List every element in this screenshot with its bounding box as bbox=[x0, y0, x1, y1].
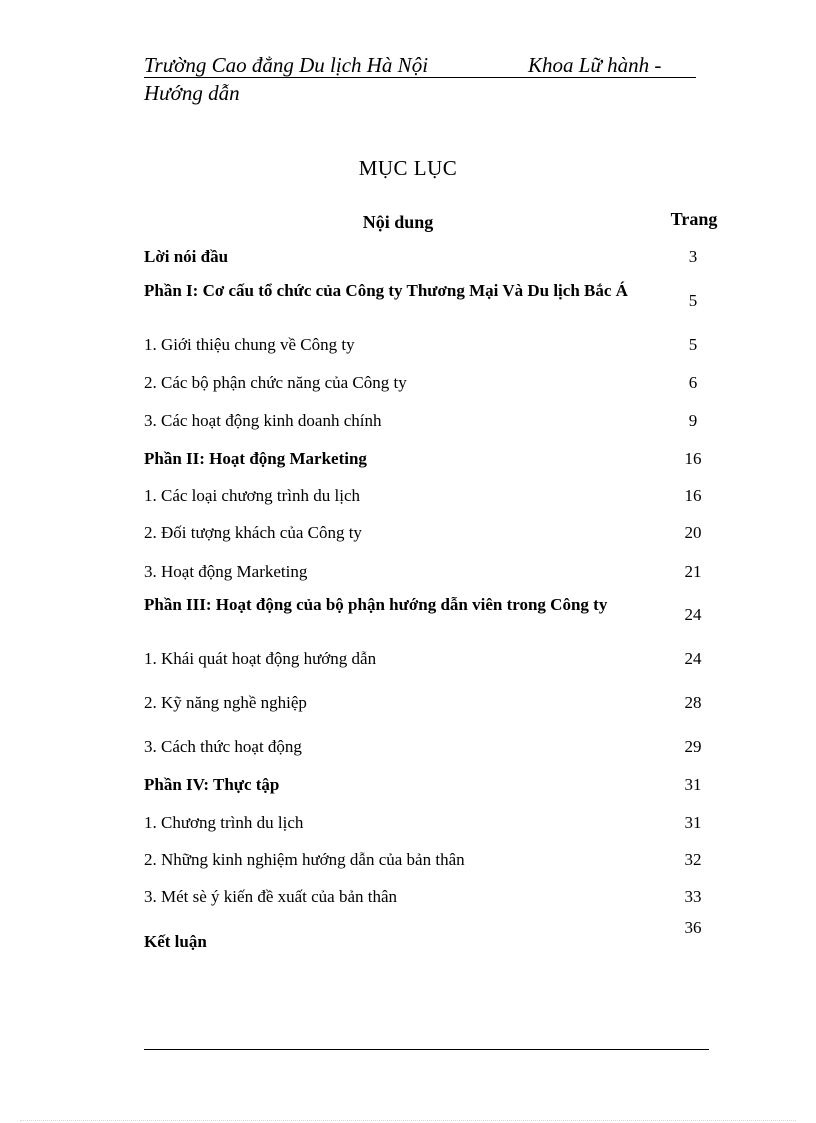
toc-entry-title: Phần III: Hoạt động của bộ phận hướng dẫn viên trong Công ty bbox=[144, 595, 608, 614]
toc-entry-page: 32 bbox=[684, 850, 702, 869]
toc-title: MỤC LỤC bbox=[358, 156, 458, 180]
toc-entry-page: 24 bbox=[684, 605, 702, 624]
toc-entry-title: 1. Khái quát hoạt động hướng dẫn bbox=[144, 649, 377, 668]
toc-entry-page: 24 bbox=[684, 649, 702, 668]
toc-entry-page: 31 bbox=[684, 775, 702, 794]
header-department-name: Hướng dẫn bbox=[144, 81, 240, 105]
toc-entry-page: 20 bbox=[684, 523, 702, 542]
toc-column-page-header: Trang bbox=[670, 209, 718, 229]
toc-entry-title: 2. Các bộ phận chức năng của Công ty bbox=[144, 373, 407, 392]
page-bottom-edge bbox=[20, 1120, 796, 1121]
toc-entry-title: Phần IV: Thực tập bbox=[144, 775, 280, 794]
toc-entry-title: 3. Cách thức hoạt động bbox=[144, 737, 302, 756]
toc-entry-title: 2. Những kinh nghiệm hướng dẫn của bản thân bbox=[144, 850, 465, 869]
header-school-name: Trường Cao đẳng Du lịch Hà Nội bbox=[144, 53, 429, 77]
table-of-contents bbox=[144, 0, 724, 1000]
toc-entry-page: 6 bbox=[688, 373, 698, 392]
toc-entry-page: 5 bbox=[688, 335, 698, 354]
toc-entry-page: 5 bbox=[688, 291, 698, 310]
toc-entry-page: 31 bbox=[684, 813, 702, 832]
toc-entry-page: 36 bbox=[684, 918, 702, 937]
footer-divider bbox=[144, 1049, 709, 1050]
toc-entry-page: 16 bbox=[684, 449, 702, 468]
toc-entry-title: Kết luận bbox=[144, 932, 207, 951]
toc-entry-page: 21 bbox=[684, 562, 702, 581]
toc-entry-page: 9 bbox=[688, 411, 698, 430]
toc-entry-title: 1. Chương trình du lịch bbox=[144, 813, 304, 832]
toc-column-content-header: Nội dung bbox=[362, 212, 434, 232]
toc-entry-page: 29 bbox=[684, 737, 702, 756]
toc-entry-page: 33 bbox=[684, 887, 702, 906]
toc-entry-title: Phần II: Hoạt động Marketing bbox=[144, 449, 367, 468]
toc-entry-page: 16 bbox=[684, 486, 702, 505]
toc-entry-title: Lời nói đầu bbox=[144, 247, 229, 266]
toc-entry-title: 3. Các hoạt động kinh doanh chính bbox=[144, 411, 382, 430]
toc-entry-page: 28 bbox=[684, 693, 702, 712]
toc-entry-title: 1. Các loại chương trình du lịch bbox=[144, 486, 361, 505]
toc-entry-title: 2. Kỹ năng nghề nghiệp bbox=[144, 693, 307, 712]
toc-entry-title: 3. Mét sè ý kiến đề xuất của bản thân bbox=[144, 887, 398, 906]
header-faculty-name: Khoa Lữ hành - bbox=[528, 53, 662, 77]
toc-entry-title: 1. Giới thiệu chung về Công ty bbox=[144, 335, 355, 354]
toc-entry-title: 2. Đối tượng khách của Công ty bbox=[144, 523, 362, 542]
toc-entry-page: 3 bbox=[688, 247, 698, 266]
toc-entry-title: Phần I: Cơ cấu tổ chức của Công ty Thương Mại Và Du lịch Bắc Á bbox=[144, 281, 628, 300]
toc-entry-title: 3. Hoạt động Marketing bbox=[144, 562, 308, 581]
